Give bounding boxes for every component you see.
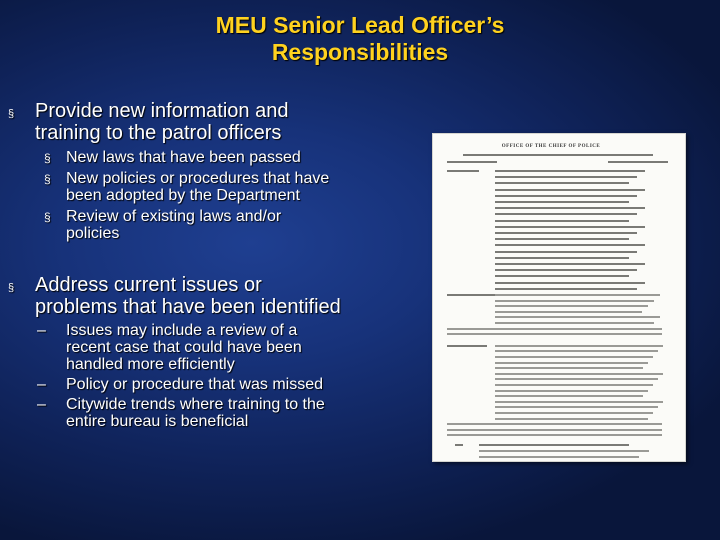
document-text-line xyxy=(447,423,662,425)
document-text-line xyxy=(495,367,643,369)
slide-title-line-1: MEU Senior Lead Officer’s xyxy=(215,12,505,38)
sub-bullet-item xyxy=(8,149,428,166)
slide-title-line-2: Responsibilities xyxy=(271,39,449,65)
document-text-line xyxy=(495,244,645,246)
document-text-line xyxy=(495,418,648,420)
sub-bullet-marker: – xyxy=(37,376,46,393)
bullet-marker: § xyxy=(8,282,15,294)
bullet-text: Provide new information and xyxy=(35,100,289,122)
document-text-line xyxy=(447,294,495,296)
document-text-line xyxy=(495,362,648,364)
sub-bullet-marker: – xyxy=(37,396,46,413)
document-text-line xyxy=(447,333,662,335)
document-text-line xyxy=(495,170,645,172)
document-text-line xyxy=(447,429,662,431)
sub-bullet-text: New policies or procedures that have xyxy=(66,170,330,187)
document-text-line xyxy=(495,384,653,386)
document-text-line xyxy=(495,220,629,222)
sub-bullet-item xyxy=(8,170,428,204)
document-text-line xyxy=(495,251,637,253)
document-text-line xyxy=(495,350,658,352)
document-text-line xyxy=(495,288,637,290)
bullet-marker: § xyxy=(8,108,15,120)
document-text-line xyxy=(495,275,629,277)
document-text-line xyxy=(495,305,648,307)
document-text-line xyxy=(495,232,637,234)
sub-bullet-text: policies xyxy=(66,225,120,242)
document-text-line xyxy=(447,328,662,330)
document-text-line xyxy=(495,257,629,259)
sub-bullet-text: Policy or procedure that was missed xyxy=(66,376,323,393)
document-text-line xyxy=(495,311,642,313)
slide-title xyxy=(0,12,720,66)
sub-bullet-text: entire bureau is beneficial xyxy=(66,413,249,430)
document-text-line xyxy=(495,207,645,209)
sub-bullet-item xyxy=(8,396,428,430)
sub-bullet-marker: § xyxy=(44,210,51,224)
document-text-line xyxy=(495,294,660,296)
document-text-line xyxy=(447,161,497,163)
bullet-item-1 xyxy=(8,100,428,144)
document-text-line xyxy=(447,170,479,172)
special-order-document-image xyxy=(432,133,686,462)
sub-bullet-item xyxy=(8,322,428,373)
document-text-line xyxy=(495,189,645,191)
sub-bullet-marker: § xyxy=(44,172,51,186)
document-text-line xyxy=(495,201,629,203)
document-text-line xyxy=(463,154,653,156)
document-text-line xyxy=(447,345,487,347)
document-text-line xyxy=(479,444,629,446)
document-text-line xyxy=(495,356,653,358)
sub-bullet-text: handled more efficiently xyxy=(66,356,235,373)
sub-bullet-text: recent case that could have been xyxy=(66,339,302,356)
document-text-line xyxy=(447,434,662,436)
document-text-line xyxy=(495,316,660,318)
document-text-line xyxy=(495,412,653,414)
sub-bullet-text: Review of existing laws and/or xyxy=(66,208,282,225)
document-text-line xyxy=(455,444,463,446)
document-text-line xyxy=(495,226,645,228)
document-text-line xyxy=(495,373,663,375)
document-text-line xyxy=(495,182,629,184)
document-text-line xyxy=(495,390,648,392)
document-text-line xyxy=(495,238,629,240)
sub-bullet-item xyxy=(8,376,428,393)
document-text-line xyxy=(495,401,663,403)
document-text-line xyxy=(495,263,645,265)
document-text-line xyxy=(495,176,637,178)
document-text-line xyxy=(495,345,663,347)
document-header: OFFICE OF THE CHIEF OF POLICE xyxy=(501,144,601,149)
bullet-text: Address current issues or xyxy=(35,274,262,296)
bullet-text: training to the patrol officers xyxy=(35,122,282,144)
document-text-line xyxy=(495,395,643,397)
document-text-line xyxy=(479,461,629,462)
document-text-line xyxy=(479,456,639,458)
sub-bullet-text: been adopted by the Department xyxy=(66,187,300,204)
document-text-line xyxy=(495,195,637,197)
sub-bullet-text: New laws that have been passed xyxy=(66,149,301,166)
sub-bullet-text: Issues may include a review of a xyxy=(66,322,298,339)
document-text-line xyxy=(495,300,654,302)
document-text-line xyxy=(495,269,637,271)
document-text-line xyxy=(608,161,668,163)
document-text-line xyxy=(495,378,658,380)
sub-bullet-marker: § xyxy=(44,151,51,165)
bullet-text: problems that have been identified xyxy=(35,296,341,318)
sub-bullet-item xyxy=(8,208,428,242)
document-text-line xyxy=(495,213,637,215)
bullet-list xyxy=(8,100,428,430)
document-text-line xyxy=(495,282,645,284)
document-text-line xyxy=(495,322,654,324)
document-text-line xyxy=(479,450,649,452)
sub-bullet-text: Citywide trends where training to the xyxy=(66,396,325,413)
sub-bullet-marker: – xyxy=(37,322,46,339)
document-text-line xyxy=(495,406,658,408)
bullet-item-2 xyxy=(8,274,428,318)
